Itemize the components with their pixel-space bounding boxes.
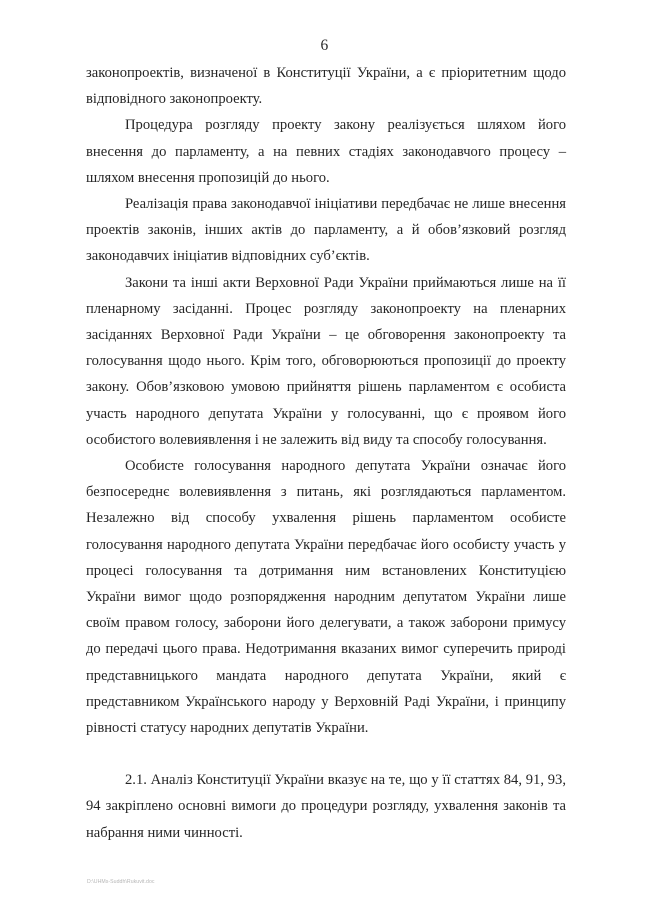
page-number: 6	[320, 37, 329, 54]
paragraph-2: Процедура розгляду проекту закону реалізується шляхом його внесення до парламенту, а на певних стадіях законодавчого процесу – шляхом внесення пропозицій до нього.	[86, 117, 566, 186]
paragraph-4: Закони та інші акти Верховної Ради України приймаються лише на її пленарному засіданні. Процес розгляду законопроекту на пленарних засіданнях Верховної Ради України – це обговорення законопроекту та голосування щодо нього. Крім того, обговорюються пропозиції до проекту закону. Обов’язковою умовою прийняття рішень парламентом є особиста участь народного депутата України у голосуванні, що є проявом його особистого волевиявлення і не залежить від виду та способу голосування.	[86, 274, 566, 448]
paragraph-1: законопроектів, визначеної в Конституції України, а є пріоритетним щодо відповідного законопроекту.	[86, 65, 566, 108]
paragraph-5: Особисте голосування народного депутата України означає його безпосереднє волевиявлення з питань, які розглядаються парламентом. Незалежно від способу ухвалення рішень парламентом особисте голосування народного депутата України передбачає його особисту участь у процесі голосування та дотримання ним встановлених Конституцією України вимог щодо розпорядження народним депутатом України лише своїм правом голосу, заборони його делегувати, а також заборони примусу до передачі цього права. Недотримання вказаних вимог суперечить природі представницького мандата народного депутата України, який є представником Українського народу у Верховній Раді України, і принципу рівності статусу народних депутатів України.	[86, 458, 566, 737]
footer-file-path-note: D:\UHMs-Suddh\Rukuvit.doc	[87, 879, 155, 885]
document-body	[86, 60, 566, 846]
paragraph-3: Реалізація права законодавчої ініціативи передбачає не лише внесення проектів законів, інших актів до парламенту, а й обов’язковий розгляд законодавчих ініціатив відповідних суб’єктів.	[86, 196, 566, 265]
paragraph-6-section-2-1: 2.1. Аналіз Конституції України вказує на те, що у її статтях 84, 91, 93, 94 закріплено основні вимоги до процедури розгляду, ухвалення законів та набрання ними чинності.	[86, 772, 566, 841]
